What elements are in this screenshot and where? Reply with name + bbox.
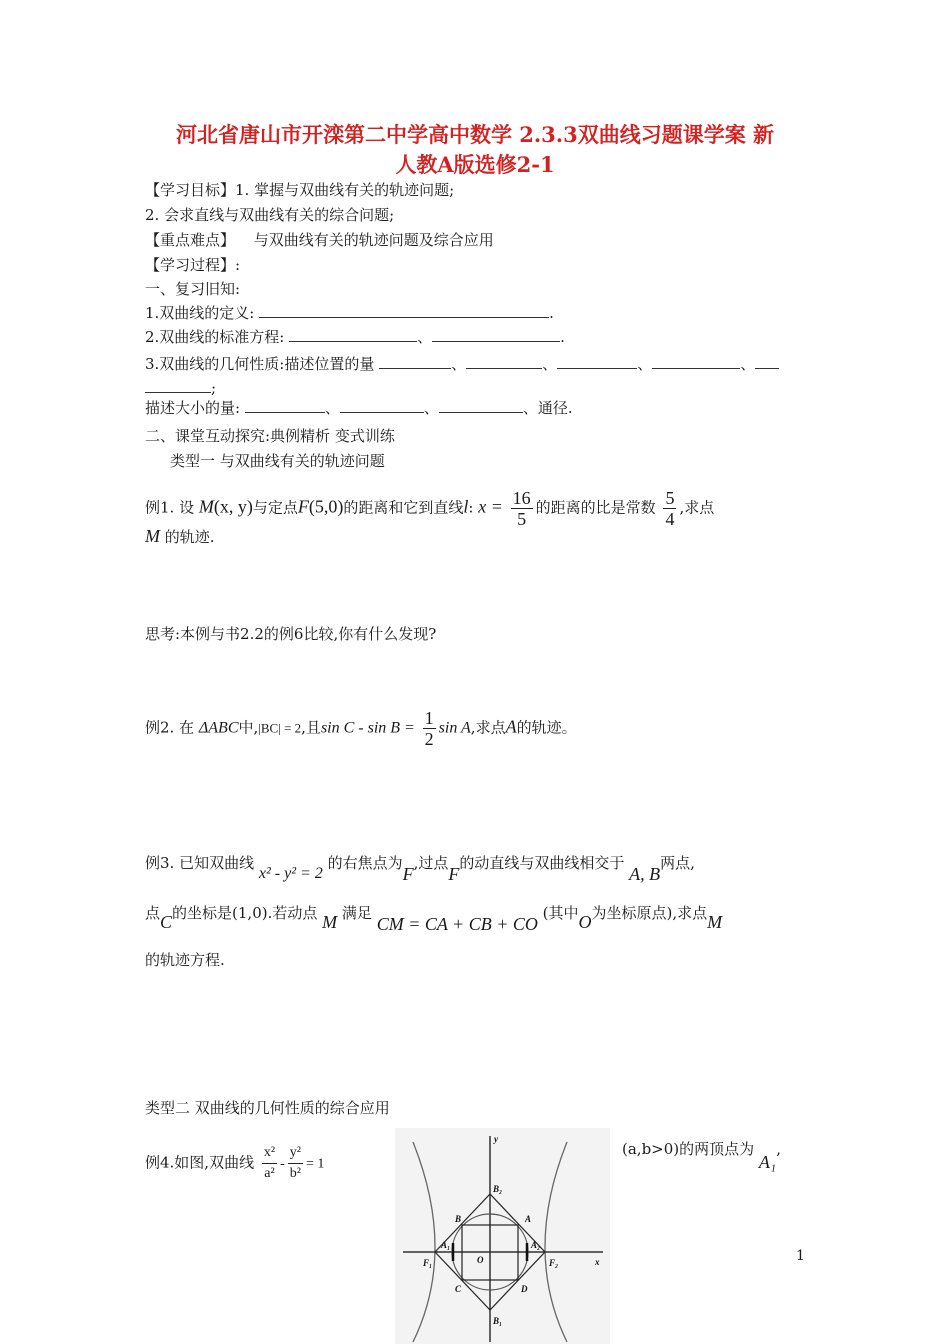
figure-label: x — [595, 1257, 600, 1267]
denominator: 4 — [665, 509, 675, 529]
page-number: 1 — [796, 1248, 805, 1264]
answer-blank[interactable] — [652, 354, 740, 369]
math-a: A — [505, 716, 517, 737]
key-points-text: 与双曲线有关的轨迹问题及综合应用 — [253, 231, 494, 249]
question-3-size-text: 描述大小的量: — [145, 399, 241, 417]
hyperbola-figure — [395, 1128, 610, 1344]
example-4-text: (a,b>0)的两顶点为 — [622, 1140, 755, 1158]
numerator: 1 — [424, 708, 434, 728]
example-1-text: 的轨迹. — [164, 528, 215, 546]
math-c: C — [160, 912, 173, 932]
example-3 — [145, 852, 695, 884]
answer-blank[interactable] — [340, 398, 424, 413]
figure-label: A — [525, 1214, 532, 1224]
math-sine-expr: sin C - sin B = — [320, 719, 415, 737]
denominator: 2 — [424, 729, 434, 749]
learning-goal-2: 2. 会求直线与双曲线有关的综合问题; — [145, 206, 395, 224]
example-2-text: ,且 — [301, 718, 321, 737]
figure-label: F₁ — [423, 1258, 433, 1268]
think-question: 思考:本例与书2.2的例6比较,你有什么发现? — [145, 625, 437, 643]
learning-process-heading: 【学习过程】: — [145, 256, 241, 274]
answer-blank[interactable] — [145, 378, 211, 393]
example-2-text: 中, — [238, 718, 259, 737]
example-1-text: 的距离的比是常数 — [535, 498, 656, 517]
figure-label: A₂ — [531, 1240, 541, 1250]
question-1-text: 1.双曲线的定义: — [145, 304, 255, 322]
denominator: 5 — [517, 509, 527, 529]
figure-background — [395, 1128, 610, 1344]
answer-blank[interactable] — [755, 354, 779, 369]
figure-label: A₁ — [441, 1240, 451, 1250]
figure-label: O — [477, 1255, 484, 1265]
title-line-2: 人教A版选修2-1 — [395, 152, 555, 177]
question-1: 1.双曲线的定义: . — [145, 304, 554, 322]
answer-blank[interactable] — [439, 398, 523, 413]
fraction-1-2 — [423, 708, 436, 749]
math-l: l — [463, 496, 469, 517]
example-2 — [145, 708, 577, 749]
answer-blank[interactable] — [259, 303, 549, 318]
numerator: x² — [262, 1143, 277, 1164]
math-m: M — [707, 912, 723, 932]
example-4-text: , — [776, 1140, 781, 1158]
example-2-text: 的轨迹。 — [516, 718, 577, 737]
example-2-text: ,求点 — [470, 718, 506, 737]
example-1-continued — [145, 526, 215, 547]
math-vector-sum: CM = CA + CB + CO — [376, 914, 538, 934]
example-2-text: 例2. 在 — [145, 718, 195, 737]
question-3-text: 3.双曲线的几何性质:描述位置的量 — [145, 355, 375, 373]
figure-label: F₂ — [549, 1258, 559, 1268]
numerator: 16 — [512, 488, 531, 508]
example-3-text: ,过点 — [413, 854, 449, 872]
math-f: F — [448, 864, 460, 884]
question-2: 2.双曲线的标准方程: 、 . — [145, 328, 565, 346]
figure-label: D — [521, 1284, 528, 1294]
math-bc: |BC| = 2 — [258, 720, 302, 736]
math-equals-one: = 1 — [305, 1156, 325, 1172]
fraction-16-5 — [511, 488, 533, 529]
fraction-5-4 — [663, 488, 676, 529]
math-o: O — [578, 912, 592, 932]
figure-label: y — [494, 1134, 498, 1144]
example-1-text: 的距离和它到直线 — [343, 498, 464, 517]
math-sin-a: sin A — [438, 719, 471, 737]
title-line-1: 河北省唐山市开滦第二中学高中数学 2.3.3双曲线习题课学案 新 — [175, 122, 775, 147]
fraction-x2-a2 — [262, 1143, 277, 1184]
example-3-line-2 — [145, 902, 723, 934]
math-m: M — [198, 496, 214, 517]
figure-label: C — [455, 1284, 462, 1294]
example-3-text: 点 — [145, 904, 161, 922]
example-4-right — [622, 1138, 781, 1172]
learning-goal-1: 【学习目标】1. 掌握与双曲线有关的轨迹问题; — [145, 181, 455, 199]
review-heading: 一、复习旧知: — [145, 280, 241, 298]
figure-label: B — [455, 1214, 462, 1224]
math-m: M — [145, 526, 160, 546]
answer-blank[interactable] — [289, 327, 417, 342]
example-3-text: 的右焦点为 — [327, 854, 403, 872]
question-2-text: 2.双曲线的标准方程: — [145, 328, 285, 346]
math-m: M — [322, 912, 338, 932]
math-f: F — [402, 864, 414, 884]
document-title — [140, 120, 810, 180]
fraction-y2-b2 — [288, 1143, 303, 1184]
answer-blank[interactable] — [245, 398, 325, 413]
type-2-heading: 类型二 双曲线的几何性质的综合应用 — [145, 1099, 390, 1117]
question-3-continued: ; — [145, 378, 216, 398]
section-2-heading: 二、课堂互动探究:典例精析 变式训练 — [145, 427, 395, 445]
math-hyperbola: x² - y² = 2 — [258, 865, 323, 882]
question-3-size-end: 、通径. — [522, 399, 573, 417]
answer-blank[interactable] — [557, 354, 637, 369]
numerator: y² — [288, 1143, 303, 1164]
question-3: 3.双曲线的几何性质:描述位置的量 、 、 、 、 — [145, 354, 779, 374]
example-1-text: ,求点 — [679, 498, 715, 517]
key-points-label: 【重点难点】 — [145, 231, 236, 249]
example-3-text: 的动直线与双曲线相交于 — [459, 854, 625, 872]
denominator: a² — [264, 1166, 275, 1181]
denominator: b² — [289, 1166, 301, 1181]
key-points-line — [145, 230, 494, 250]
math-f: F — [297, 496, 309, 517]
numerator: 5 — [665, 488, 675, 508]
math-triangle: ΔABC — [198, 719, 239, 737]
math-a1: A₁ — [758, 1152, 777, 1172]
example-3-text: 为坐标原点),求点 — [591, 904, 708, 922]
figure-label: B₁ — [493, 1316, 503, 1326]
example-3-text: 两点, — [660, 854, 695, 872]
example-3-line-3: 的轨迹方程. — [145, 951, 225, 969]
math-ab: A, B — [629, 864, 661, 884]
example-4-text: 例4.如图,双曲线 — [145, 1153, 255, 1172]
example-1: 例1. 设 M(x, y)与定点F(5,0)的距离和它到直线l: x = $\frac{16}{5}$ 的距离的比是常数 $\frac{5}{4}$ ,求点 — [145, 488, 715, 529]
answer-blank[interactable] — [379, 354, 451, 369]
answer-blank[interactable] — [466, 354, 542, 369]
type-1-heading: 类型一 与双曲线有关的轨迹问题 — [170, 452, 385, 470]
math-xy: (x, y) — [213, 496, 253, 517]
question-3-size: 描述大小的量: 、 、 、通径. — [145, 399, 573, 417]
example-3-text: 的坐标是(1,0).若动点 — [172, 904, 318, 922]
example-1-text: 与定点 — [252, 498, 298, 517]
answer-blank[interactable] — [432, 327, 560, 342]
example-3-text: 例3. 已知双曲线 — [145, 854, 255, 872]
figure-label: B₂ — [493, 1184, 503, 1194]
example-3-text: 满足 — [341, 904, 372, 922]
math-minus: - — [280, 1156, 285, 1172]
math-point: (5,0) — [308, 496, 344, 517]
example-3-text: (其中 — [542, 904, 579, 922]
math-x-eq: x = — [478, 496, 503, 517]
example-1-text: 例1. 设 — [145, 498, 195, 517]
example-4 — [145, 1143, 324, 1184]
